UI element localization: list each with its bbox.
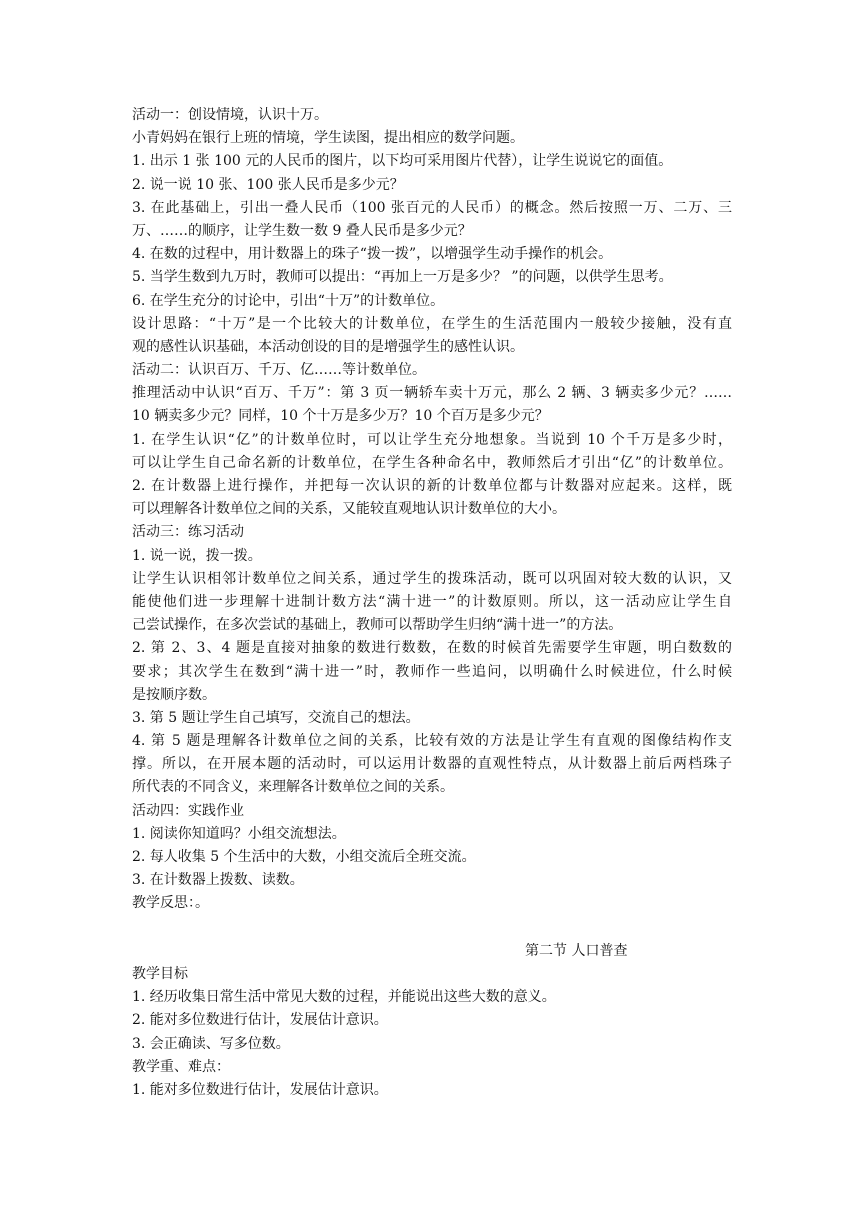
text-line: 万、……的顺序，让学生数一数 9 叠人民币是多少元？ (132, 222, 472, 239)
section-heading: 第二节 人口普查 (525, 943, 628, 959)
teaching-goals-text (132, 963, 732, 1102)
text-line: 4. 在数的过程中，用计数器上的珠子“拨一拨”，以增强学生动手操作的机会。 (132, 246, 613, 263)
text-line: 设计思路：“十万”是一个比较大的计数单位，在学生的生活范围内一般较少接触，没有直 (132, 315, 732, 332)
text-line: 教学反思：。 (132, 895, 209, 912)
text-line: 可以理解各计数单位之间的关系，又能较直观地认识计数单位的大小。 (132, 501, 566, 518)
text-line: 2. 在计数器上进行操作，并把每一次认识的新的计数单位都与计数器对应起来。这样，既 (132, 478, 732, 494)
text-line: 3. 会正确读、写多位数。 (132, 1035, 290, 1052)
text-line: 小青妈妈在银行上班的情境，学生读图，提出相应的数学问题。 (132, 130, 524, 147)
text-line: 1. 在学生认识“亿”的计数单位时，可以让学生充分地想象。当说到 10 个千万是多少时， (132, 431, 732, 448)
text-line: 1. 阅读你知道吗？小组交流想法。 (132, 825, 346, 842)
text-line: 5. 当学生数到九万时，教师可以提出：“再加上一万是多少？ ”的问题，以供学生思考。 (132, 269, 673, 286)
text-line: 可以让学生自己命名新的计数单位，在学生各种命名中，教师然后才引出“亿”的计数单位。 (132, 454, 732, 471)
text-line: 己尝试操作，在多次尝试的基础上，教师可以帮助学生归纳“满十进一”的方法。 (132, 617, 623, 634)
text-line: 是按顺序数。 (132, 686, 216, 703)
text-line: 10 辆卖多少元？同样，10 个十万是多少万？10 个百万是多少元？ (132, 408, 549, 425)
text-line: 2. 每人收集 5 个生活中的大数，小组交流后全班交流。 (132, 849, 476, 865)
text-line: 3. 第 5 题让学生自己填写，交流自己的想法。 (132, 709, 420, 726)
text-line: 6. 在学生充分的讨论中，引出“十万”的计数单位。 (132, 292, 445, 309)
text-line: 教学重、难点： (132, 1058, 230, 1075)
text-line: 1. 经历收集日常生活中常见大数的过程，并能说出这些大数的意义。 (132, 989, 556, 1006)
text-line: 活动四：实践作业 (132, 802, 244, 819)
text-line: 教学目标 (132, 966, 188, 982)
text-line: 推理活动中认识“百万、千万”：第 3 页一辆轿车卖十万元，那么 2 辆、3 辆卖多少元？…… (132, 385, 732, 402)
text-line: 2. 第 2、3、4 题是直接对抽象的数进行数数，在数的时候首先需要学生审题，明白数数的 (132, 640, 732, 657)
text-line: 4. 第 5 题是理解各计数单位之间的关系，比较有效的方法是让学生有直观的图像结构作支 (132, 733, 732, 750)
text-line: 1. 能对多位数进行估计，发展估计意识。 (132, 1081, 388, 1098)
text-line: 活动三：练习活动 (132, 524, 244, 541)
text-line: 2. 能对多位数进行估计，发展估计意识。 (132, 1012, 388, 1029)
text-line: 活动二：认识百万、千万、亿……等计数单位。 (132, 362, 426, 379)
text-line: 3. 在计数器上拨数、读数。 (132, 872, 304, 889)
text-line: 所代表的不同含义，来理解各计数单位之间的关系。 (132, 779, 454, 796)
text-line: 2. 说一说 10 张、100 张人民币是多少元？ (132, 176, 404, 193)
lesson-activities-text (132, 104, 732, 916)
text-line: 3. 在此基础上，引出一叠人民币（100 张百元的人民币）的概念。然后按照一万、二万、三 (132, 199, 732, 216)
text-line: 1. 出示 1 张 100 元的人民币的图片，以下均可采用图片代替），让学生说说它的面值。 (132, 153, 673, 170)
text-line: 1. 说一说，拨一拨。 (132, 547, 262, 564)
text-line: 能使他们进一步理解十进制计数方法“满十进一”的计数原则。所以，这一活动应让学生自 (132, 593, 732, 610)
text-line: 撑。所以，在开展本题的活动时，可以运用计数器的直观性特点，从计数器上前后两档珠子 (132, 756, 732, 773)
text-line: 观的感性认识基础，本活动创设的目的是增强学生的感性认识。 (132, 338, 524, 355)
text-line: 要求；其次学生在数到“满十进一”时，教师作一些追问，以明确什么时候进位，什么时候 (132, 663, 732, 680)
text-line: 活动一：创设情境，认识十万。 (132, 107, 328, 123)
text-line: 让学生认识相邻计数单位之间关系，通过学生的拨珠活动，既可以巩固对较大数的认识，又 (132, 570, 732, 587)
